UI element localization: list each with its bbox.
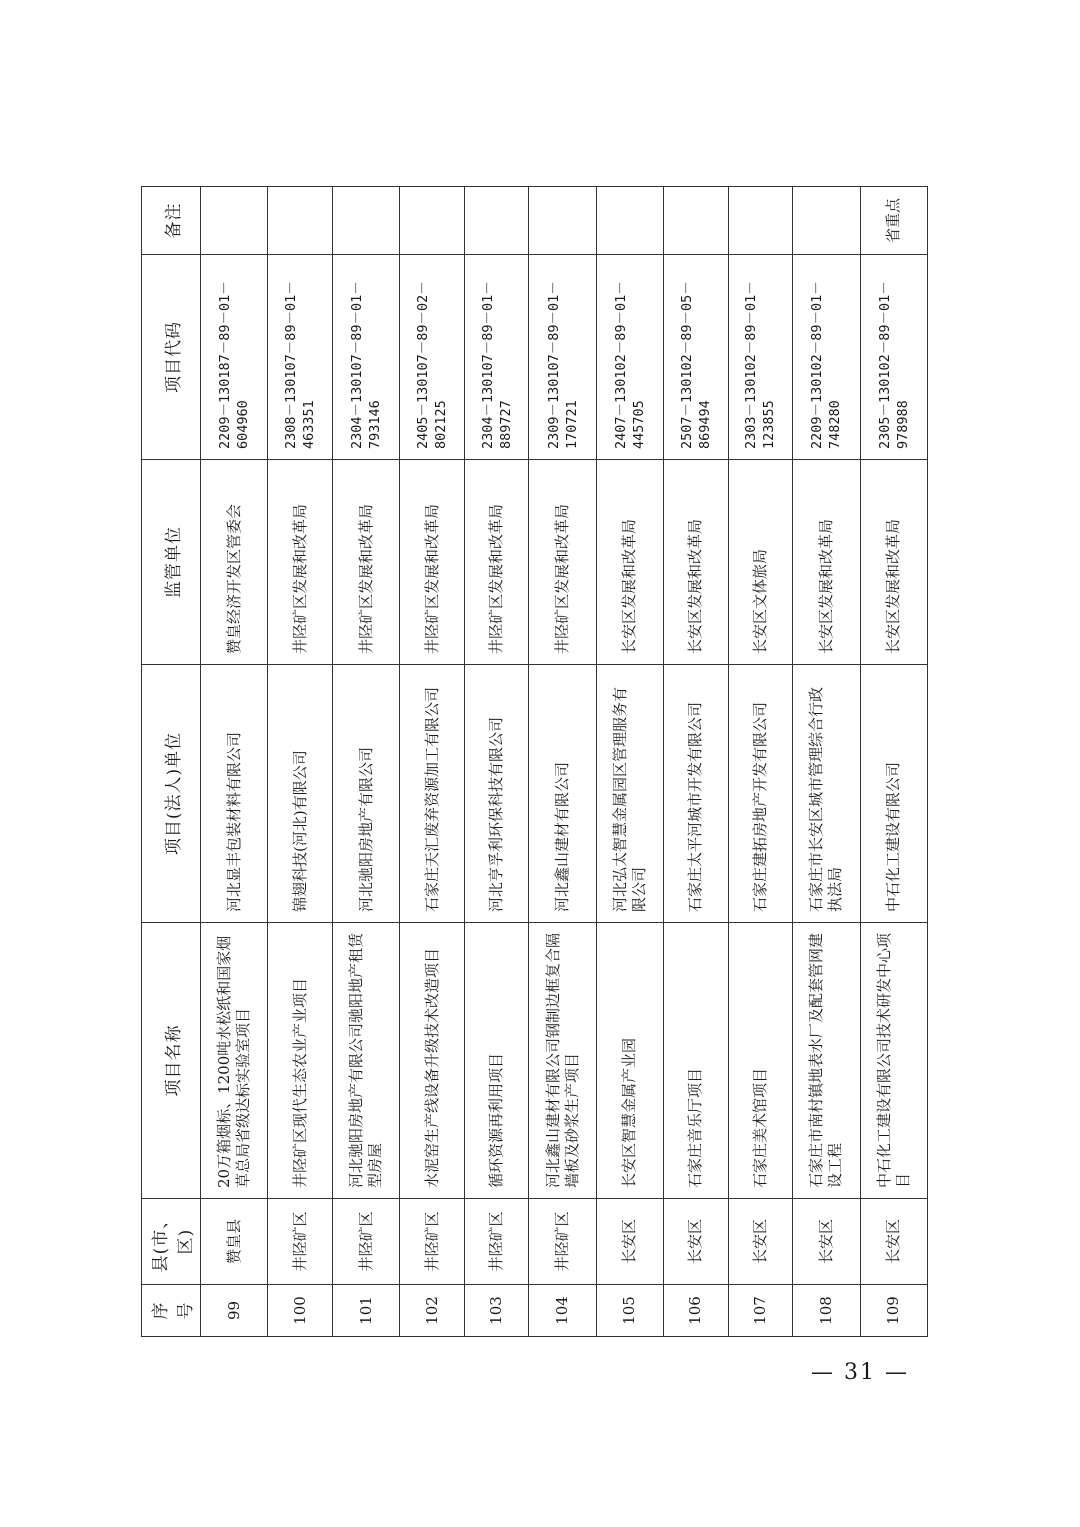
cell-code: 2303－130102－89－01－123855 (728, 255, 793, 460)
cell-note (464, 187, 529, 255)
table-row (464, 187, 529, 1337)
header-name: 项目名称 (142, 923, 201, 1199)
cell-seq: 103 (464, 1285, 529, 1337)
cell-seq: 102 (400, 1285, 465, 1337)
cell-note (332, 187, 399, 255)
cell-seq: 106 (664, 1285, 729, 1337)
cell-name: 石家庄市南村镇地表水厂及配套管网建设工程 (793, 923, 860, 1199)
header-code: 项目代码 (142, 255, 201, 460)
table-header-row (142, 187, 201, 1337)
cell-unit: 锦翅科技(河北)有限公司 (268, 665, 333, 923)
cell-supervisor: 长安区发展和改革局 (596, 460, 663, 665)
cell-code: 2309－130107－89－01－170721 (529, 255, 596, 460)
cell-code: 2209－130187－89－01－604960 (201, 255, 268, 460)
cell-note (529, 187, 596, 255)
cell-code: 2304－130107－89－01－889727 (464, 255, 529, 460)
cell-code: 2407－130102－89－01－445705 (596, 255, 663, 460)
table-row (268, 187, 333, 1337)
cell-county: 长安区 (596, 1199, 663, 1285)
cell-name: 水泥窑生产线设备升级技术改造项目 (400, 923, 465, 1199)
cell-county: 长安区 (860, 1199, 927, 1285)
cell-seq: 100 (268, 1285, 333, 1337)
table-row (596, 187, 663, 1337)
header-note: 备注 (142, 187, 201, 255)
cell-name: 河北鑫山建材有限公司钢制边框复合隔墙板及砂浆生产项目 (529, 923, 596, 1199)
cell-supervisor: 井陉矿区发展和改革局 (464, 460, 529, 665)
cell-note (400, 187, 465, 255)
cell-county: 井陉矿区 (464, 1199, 529, 1285)
cell-county: 井陉矿区 (268, 1199, 333, 1285)
cell-unit: 河北驰阳房地产有限公司 (332, 665, 399, 923)
cell-supervisor: 长安区发展和改革局 (793, 460, 860, 665)
cell-name: 20万箱烟标、1200吨水松纸和国家烟草总局省级达标实验室项目 (201, 923, 268, 1199)
cell-unit: 河北亨孚利环保科技有限公司 (464, 665, 529, 923)
cell-name: 井陉矿区现代生态农业产业项目 (268, 923, 333, 1199)
cell-unit: 河北显丰包装材料有限公司 (201, 665, 268, 923)
cell-note (201, 187, 268, 255)
cell-county: 长安区 (728, 1199, 793, 1285)
cell-note (664, 187, 729, 255)
cell-seq: 99 (201, 1285, 268, 1337)
header-supervisor: 监管单位 (142, 460, 201, 665)
header-unit: 项目(法人)单位 (142, 665, 201, 923)
table-row (728, 187, 793, 1337)
cell-code: 2507－130102－89－05－869494 (664, 255, 729, 460)
cell-county: 井陉矿区 (529, 1199, 596, 1285)
cell-note: 省重点 (860, 187, 927, 255)
cell-code: 2304－130107－89－01－793146 (332, 255, 399, 460)
cell-note (728, 187, 793, 255)
table-row (201, 187, 268, 1337)
cell-name: 石家庄音乐厅项目 (664, 923, 729, 1199)
cell-name: 循环资源再利用项目 (464, 923, 529, 1199)
cell-supervisor: 井陉矿区发展和改革局 (332, 460, 399, 665)
cell-unit: 河北鑫山建材有限公司 (529, 665, 596, 923)
cell-code: 2305－130102－89－01－978988 (860, 255, 927, 460)
table-row (860, 187, 927, 1337)
cell-unit: 石家庄市长安区城市管理综合行政执法局 (793, 665, 860, 923)
cell-unit: 石家庄建拓房地产开发有限公司 (728, 665, 793, 923)
cell-note (268, 187, 333, 255)
cell-name: 长安区智慧金属产业园 (596, 923, 663, 1199)
table-row (332, 187, 399, 1337)
cell-supervisor: 井陉矿区发展和改革局 (529, 460, 596, 665)
cell-county: 井陉矿区 (400, 1199, 465, 1285)
cell-supervisor: 井陉矿区发展和改革局 (268, 460, 333, 665)
cell-seq: 109 (860, 1285, 927, 1337)
page-number: — 31 — (811, 1360, 909, 1385)
cell-county: 赞皇县 (201, 1199, 268, 1285)
table-row (664, 187, 729, 1337)
cell-code: 2308－130107－89－01－463351 (268, 255, 333, 460)
cell-unit: 河北弘太智慧金属园区管理服务有限公司 (596, 665, 663, 923)
cell-name: 河北驰阳房地产有限公司驰阳地产租赁型房屋 (332, 923, 399, 1199)
cell-code: 2405－130107－89－02－802125 (400, 255, 465, 460)
header-county: 县(市、区) (142, 1199, 201, 1285)
table-row (793, 187, 860, 1337)
cell-unit: 石家庄太平河城市开发有限公司 (664, 665, 729, 923)
cell-supervisor: 赞皇经济开发区管委会 (201, 460, 268, 665)
cell-supervisor: 长安区发展和改革局 (664, 460, 729, 665)
cell-seq: 108 (793, 1285, 860, 1337)
rotated-table-container (141, 187, 928, 1337)
table-row (400, 187, 465, 1337)
cell-county: 长安区 (664, 1199, 729, 1285)
cell-seq: 107 (728, 1285, 793, 1337)
header-seq: 序号 (142, 1285, 201, 1337)
cell-supervisor: 长安区文体旅局 (728, 460, 793, 665)
cell-seq: 105 (596, 1285, 663, 1337)
cell-county: 井陉矿区 (332, 1199, 399, 1285)
cell-seq: 104 (529, 1285, 596, 1337)
cell-unit: 石家庄天汇废弃资源加工有限公司 (400, 665, 465, 923)
cell-county: 长安区 (793, 1199, 860, 1285)
cell-supervisor: 井陉矿区发展和改革局 (400, 460, 465, 665)
cell-unit: 中石化工建设有限公司 (860, 665, 927, 923)
cell-note (793, 187, 860, 255)
cell-name: 中石化工建设有限公司技术研发中心项目 (860, 923, 927, 1199)
cell-seq: 101 (332, 1285, 399, 1337)
cell-name: 石家庄美术馆项目 (728, 923, 793, 1199)
project-table (141, 186, 928, 1337)
cell-supervisor: 长安区发展和改革局 (860, 460, 927, 665)
cell-note (596, 187, 663, 255)
table-row (529, 187, 596, 1337)
cell-code: 2209－130102－89－01－748280 (793, 255, 860, 460)
